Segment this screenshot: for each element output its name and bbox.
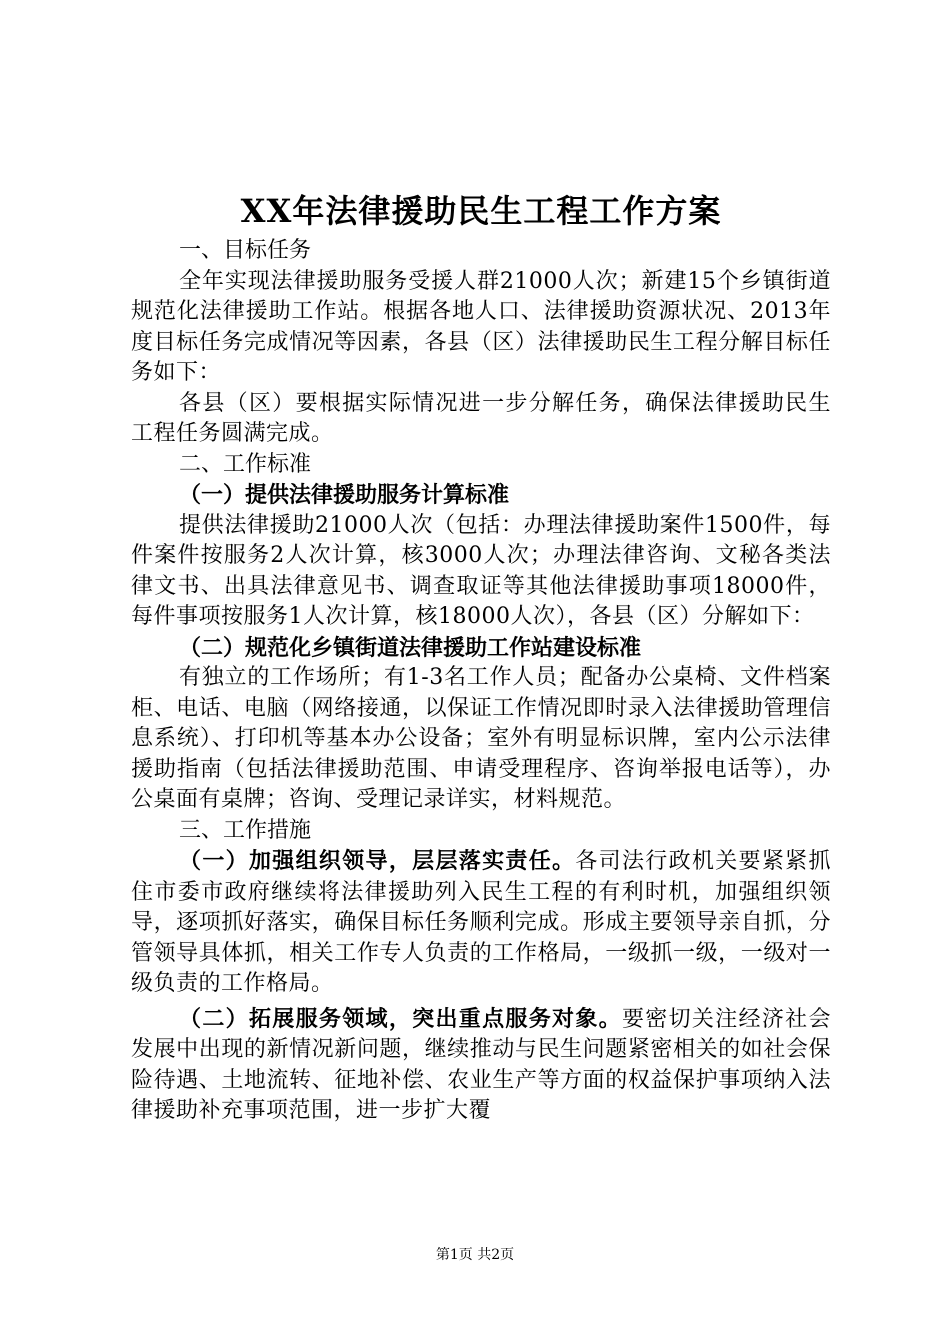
document-title: XX年法律援助民生工程工作方案 <box>240 192 722 230</box>
paragraph-service-standard: 提供法律援助21000人次（包括：办理法律援助案件1500件，每件案件按服务2人次计算，核3000人次；办理法律咨询、文秘各类法律文书、出具法律意见书、调查取证等其他法律援助事项18000件，每件事项按服务1人次计算，核18000人次），各县（区）分解如下： <box>131 512 831 629</box>
paragraph-goals-1: 全年实现法律援助服务受援人群21000人次；新建15个乡镇街道规范化法律援助工作站。根据各地人口、法律援助资源状况、2013年度目标任务完成情况等因素，各县（区）法律援助民生工程分解目标任务如下： <box>131 268 831 385</box>
measure-2-lead: （二）拓展服务领域，突出重点服务对象。 <box>179 1005 622 1032</box>
section-heading-goals: 一、目标任务 <box>179 238 312 263</box>
measure-2-body: 要密切关注经济社会发展中出现的新情况新问题，继续推动与民生问题紧密相关的如社会保险待遇、土地流转、征地补偿、农业生产等方面的权益保护事项纳入法律援助补充事项范围，进一步扩大覆 <box>131 1006 831 1123</box>
paragraph-station-standard: 有独立的工作场所；有1-3名工作人员；配备办公桌椅、文件档案柜、电话、电脑（网络接通，以保证工作情况即时录入法律援助管理信息系统）、打印机等基本办公设备；室外有明显标识牌，室内公示法律援助指南（包括法律援助范围、申请受理程序、咨询举报电话等），办公桌面有桌牌；咨询、受理记录详实，材料规范。 <box>131 665 831 812</box>
paragraph-goals-2: 各县（区）要根据实际情况进一步分解任务，确保法律援助民生工程任务圆满完成。 <box>131 390 831 446</box>
subheading-service-standard: （一）提供法律援助服务计算标准 <box>179 482 510 508</box>
section-heading-measures: 三、工作措施 <box>179 817 312 843</box>
page-footer: 第1页 共2页 <box>435 1247 515 1263</box>
document-body <box>131 190 831 1127</box>
subheading-station-standard: （二）规范化乡镇街道法律援助工作站建设标准 <box>179 634 642 661</box>
paragraph-measure-1 <box>131 846 831 1000</box>
measure-1-lead: （一）加强组织领导，层层落实责任。 <box>179 848 576 874</box>
section-heading-standards: 二、工作标准 <box>179 451 312 477</box>
paragraph-measure-2 <box>131 1004 831 1127</box>
measure-1-body: 各司法行政机关要紧紧抓住市委市政府继续将法律援助列入民生工程的有利时机，加强组织领导，逐项抓好落实，确保目标任务顺利完成。形成主要领导亲自抓，分管领导具体抓，相关工作专人负责的工作格局，一级抓一级，一级对一级负责的工作格局。 <box>131 849 831 996</box>
